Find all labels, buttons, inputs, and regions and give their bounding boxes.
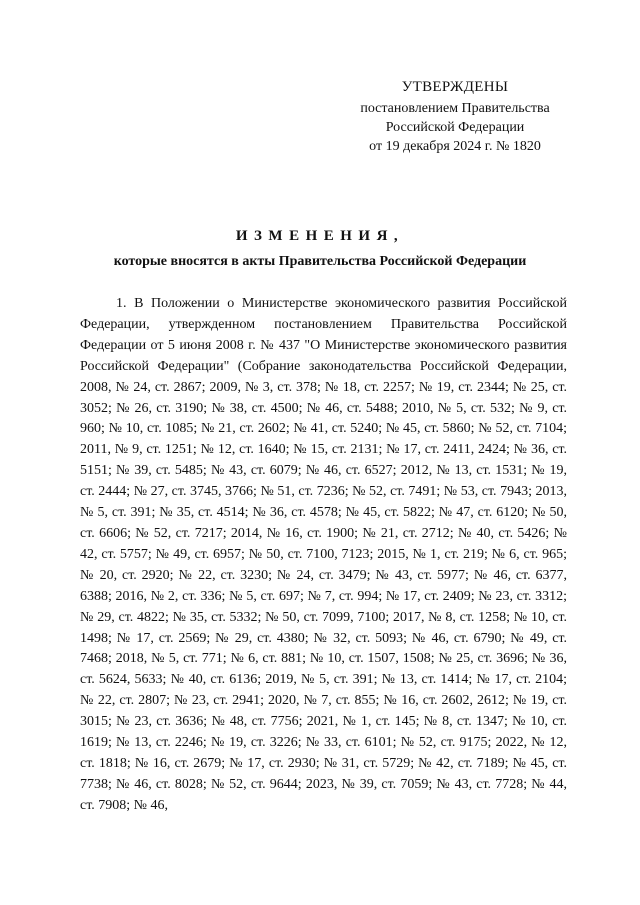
- approval-line-2: Российской Федерации: [385, 120, 525, 135]
- approval-heading: УТВЕРЖДЕНЫ: [401, 79, 509, 95]
- approval-line-3: от 19 декабря 2024 г. № 1820: [369, 139, 541, 154]
- document-title-block: [60, 226, 580, 272]
- approval-stamp: [330, 78, 580, 156]
- document-subtitle: которые вносятся в акты Правительства Российской Федерации: [113, 254, 527, 269]
- paragraph-1: 1. В Положении о Министерстве экономического развития Российской Федерации, утвержденном постановлением Правительства Российской Федерации от 5 июня 2008 г. № 437 "О Министерстве экономического развития Российской Федерации" (Собрание законодательства Российской Федерации, 2008, № 24, ст. 2867; 2009, № 3, ст. 378; № 18, ст. 2257; № 19, ст. 2344; № 25, ст. 3052; № 26, ст. 3190; № 38, ст. 4500; № 46, ст. 5488; 2010, № 5, ст. 532; № 9, ст. 960; № 10, ст. 1085; № 21, ст. 2602; № 41, ст. 5240; № 45, ст. 5860; № 52, ст. 7104; 2011, № 9, ст. 1251; № 12, ст. 1640; № 15, ст. 2131; № 17, ст. 2411, 2424; № 36, ст. 5151; № 39, ст. 5485; № 43, ст. 6079; № 46, ст. 6527; 2012, № 13, ст. 1531; № 19, ст. 2444; № 27, ст. 3745, 3766; № 51, ст. 7236; № 52, ст. 7491; № 53, ст. 7943; 2013, № 5, ст. 391; № 35, ст. 4514; № 36, ст. 4578; № 45, ст. 5822; № 47, ст. 6120; № 50, ст. 6606; № 52, ст. 7217; 2014, № 16, ст. 1900; № 21, ст. 2712; № 40, ст. 5426; № 42, ст. 5757; № 49, ст. 6957; № 50, ст. 7100, 7123; 2015, № 1, ст. 219; № 6, ст. 965; № 20, ст. 2920; № 22, ст. 3230; № 24, ст. 3479; № 43, ст. 5977; № 46, ст. 6377, 6388; 2016, № 2, ст. 336; № 5, ст. 697; № 7, ст. 994; № 17, ст. 2409; № 23, ст. 3312; № 29, ст. 4822; № 35, ст. 5332; № 50, ст. 7099, 7100; 2017, № 8, ст. 1258; № 10, ст. 1498; № 17, ст. 2569; № 29, ст. 4380; № 32, ст. 5093; № 46, ст. 6790; № 49, ст. 7468; 2018, № 5, ст. 771; № 6, ст. 881; № 10, ст. 1507, 1508; № 25, ст. 3696; № 36, ст. 5624, 5633; № 40, ст. 6136; 2019, № 5, ст. 391; № 13, ст. 1414; № 17, ст. 2104; № 22, ст. 2807; № 23, ст. 2941; 2020, № 7, ст. 855; № 16, ст. 2602, 2612; № 19, ст. 3015; № 23, ст. 3636; № 48, ст. 7756; 2021, № 1, ст. 145; № 8, ст. 1347; № 10, ст. 1619; № 13, ст. 2246; № 19, ст. 3226; № 33, ст. 6101; № 52, ст. 9175; 2022, № 12, ст. 1818; № 16, ст. 2679; № 17, ст. 2930; № 31, ст. 5729; № 42, ст. 7189; № 45, ст. 7738; № 46, ст. 8028; № 52, ст. 9644; 2023, № 39, ст. 7059; № 43, ст. 7728; № 44, ст. 7908; № 46,: [80, 296, 567, 813]
- approval-line-1: постановлением Правительства: [360, 101, 550, 116]
- document-title: ИЗМЕНЕНИЯ,: [235, 228, 405, 244]
